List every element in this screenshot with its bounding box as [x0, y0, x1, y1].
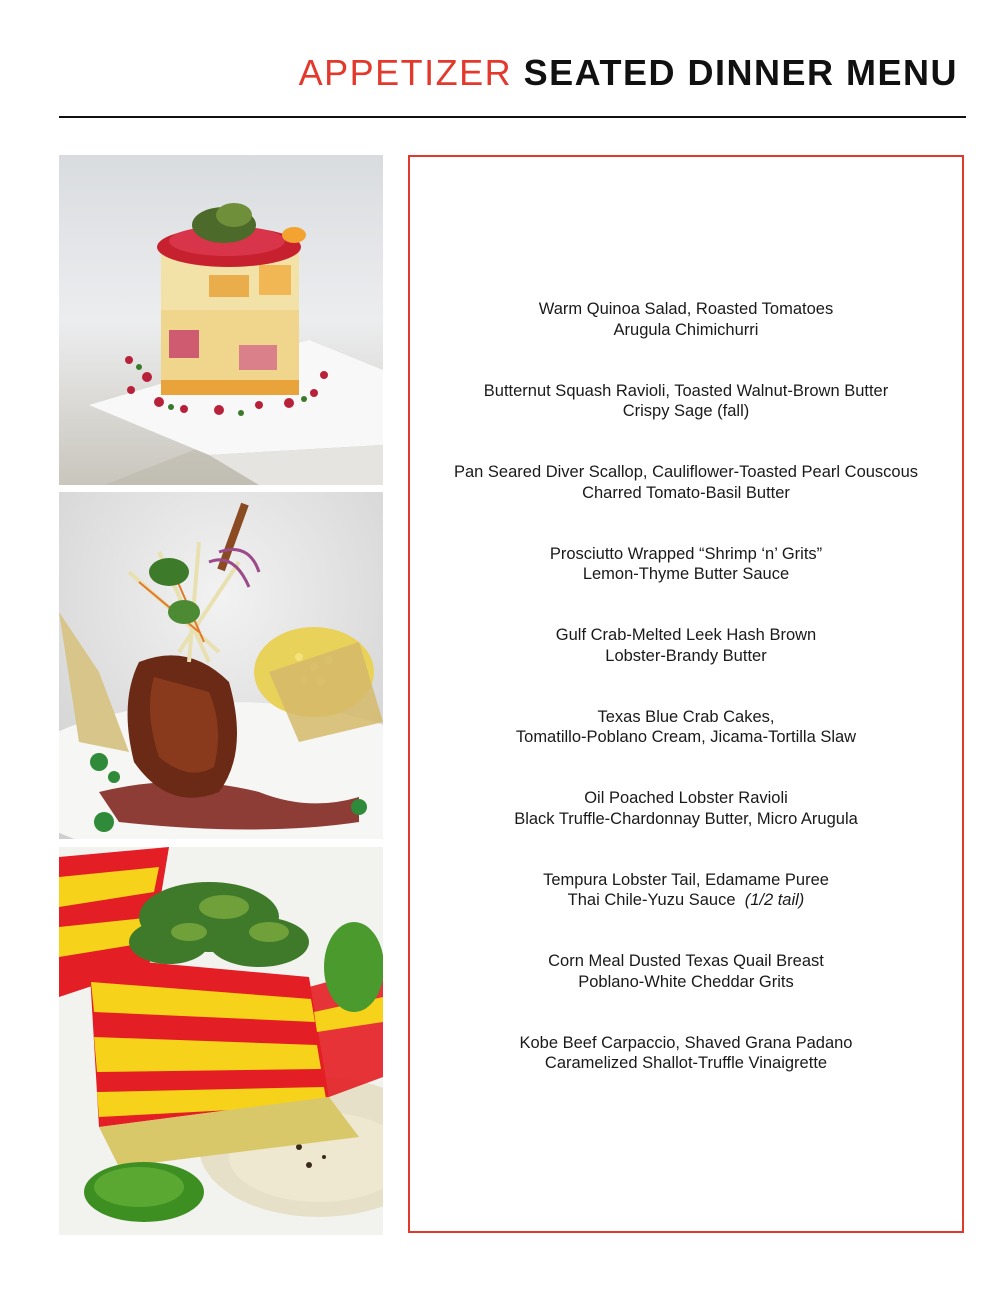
menu-item-line2: Lemon-Thyme Butter Sauce	[582, 565, 790, 583]
menu-item-line1: Texas Blue Crab Cakes,	[597, 707, 775, 726]
layered-beet-squash-tower-photo	[59, 155, 383, 485]
menu-item-line1: Prosciutto Wrapped “Shrimp ‘n’ Grits”	[549, 544, 823, 563]
menu-item-line2: Charred Tomato-Basil Butter	[582, 483, 790, 502]
menu-item	[410, 788, 962, 870]
menu-item-line1: Kobe Beef Carpaccio, Shaved Grana Padano	[519, 1033, 853, 1052]
menu-item	[410, 870, 962, 952]
menu-item-line1: Warm Quinoa Salad, Roasted Tomatoes	[538, 300, 834, 318]
menu-item	[410, 707, 962, 789]
menu-item-line1: Butternut Squash Ravioli, Toasted Walnut-Brown Butter	[483, 381, 889, 400]
menu-item-line2: Caramelized Shallot-Truffle Vinaigrette	[544, 1054, 828, 1072]
menu-item-line2: Thai Chile-Yuzu Sauce	[567, 891, 736, 909]
menu-item-line2: Lobster-Brandy Butter	[605, 646, 767, 665]
page-title	[299, 52, 958, 94]
menu-item-line1: Gulf Crab-Melted Leek Hash Brown	[555, 626, 817, 644]
menu-list	[410, 299, 962, 1114]
menu-item-note: (1/2 tail)	[744, 891, 805, 909]
menu-item	[410, 381, 962, 463]
menu-item-line1: Pan Seared Diver Scallop, Cauliflower-Toasted Pearl Couscous	[453, 463, 919, 481]
quail-with-tamale-and-slaw-photo	[59, 492, 383, 839]
menu-item-line1: Tempura Lobster Tail, Edamame Puree	[543, 870, 829, 889]
menu-item	[410, 951, 962, 1033]
menu-item-line2: Arugula Chimichurri	[613, 320, 759, 339]
menu-item	[410, 1033, 962, 1115]
menu-item-line2-with-note	[410, 890, 962, 911]
title-main: SEATED DINNER MENU	[523, 52, 958, 93]
menu-item-line2: Poblano-White Cheddar Grits	[578, 972, 794, 991]
menu-item	[410, 462, 962, 544]
menu-item-line1: Corn Meal Dusted Texas Quail Breast	[548, 952, 824, 970]
header-divider	[59, 116, 966, 118]
title-accent: APPETIZER	[298, 52, 513, 93]
striped-ravioli-with-microgreens-photo	[59, 847, 383, 1235]
menu-item	[410, 544, 962, 626]
menu-item-line1: Oil Poached Lobster Ravioli	[584, 789, 788, 807]
menu-panel	[408, 155, 964, 1233]
menu-item-line2: Black Truffle-Chardonnay Butter, Micro Arugula	[514, 809, 858, 828]
menu-item-line2: Tomatillo-Poblano Cream, Jicama-Tortilla Slaw	[515, 728, 857, 746]
menu-item	[410, 299, 962, 381]
menu-item-line2: Crispy Sage (fall)	[622, 402, 750, 420]
menu-item	[410, 625, 962, 707]
